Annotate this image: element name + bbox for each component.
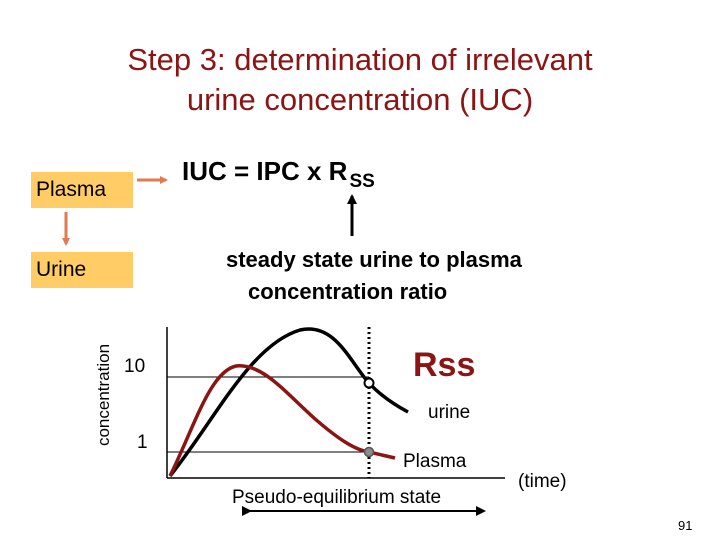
plasma-steady-state-marker (365, 448, 374, 457)
urine-steady-state-marker (365, 379, 374, 388)
time-axis-label: (time) (518, 471, 567, 492)
plasma-curve (170, 366, 395, 476)
tick-label-10: 10 (124, 356, 146, 377)
formula-main: IUC = IPC x R (182, 156, 348, 186)
urine-box: Urine (31, 252, 133, 288)
ratio-line-1: steady state urine to plasma (226, 247, 522, 272)
plasma-curve-label: Plasma (403, 451, 467, 472)
title-line-2: urine concentration (IUC) (186, 82, 534, 117)
pseudo-equilibrium-label: Pseudo-equilibrium state (232, 487, 442, 508)
y-axis-label: concentration (94, 343, 113, 447)
title-line-1: Step 3: determination of irrelevant (127, 42, 593, 77)
ratio-line-2: concentration ratio (248, 279, 448, 304)
page-number: 91 (678, 518, 693, 533)
tick-label-1: 1 (137, 432, 148, 453)
rss-label: Rss (413, 346, 476, 384)
formula-subscript: SS (349, 171, 375, 192)
plasma-box: Plasma (31, 172, 133, 208)
urine-curve-label: urine (428, 402, 471, 423)
